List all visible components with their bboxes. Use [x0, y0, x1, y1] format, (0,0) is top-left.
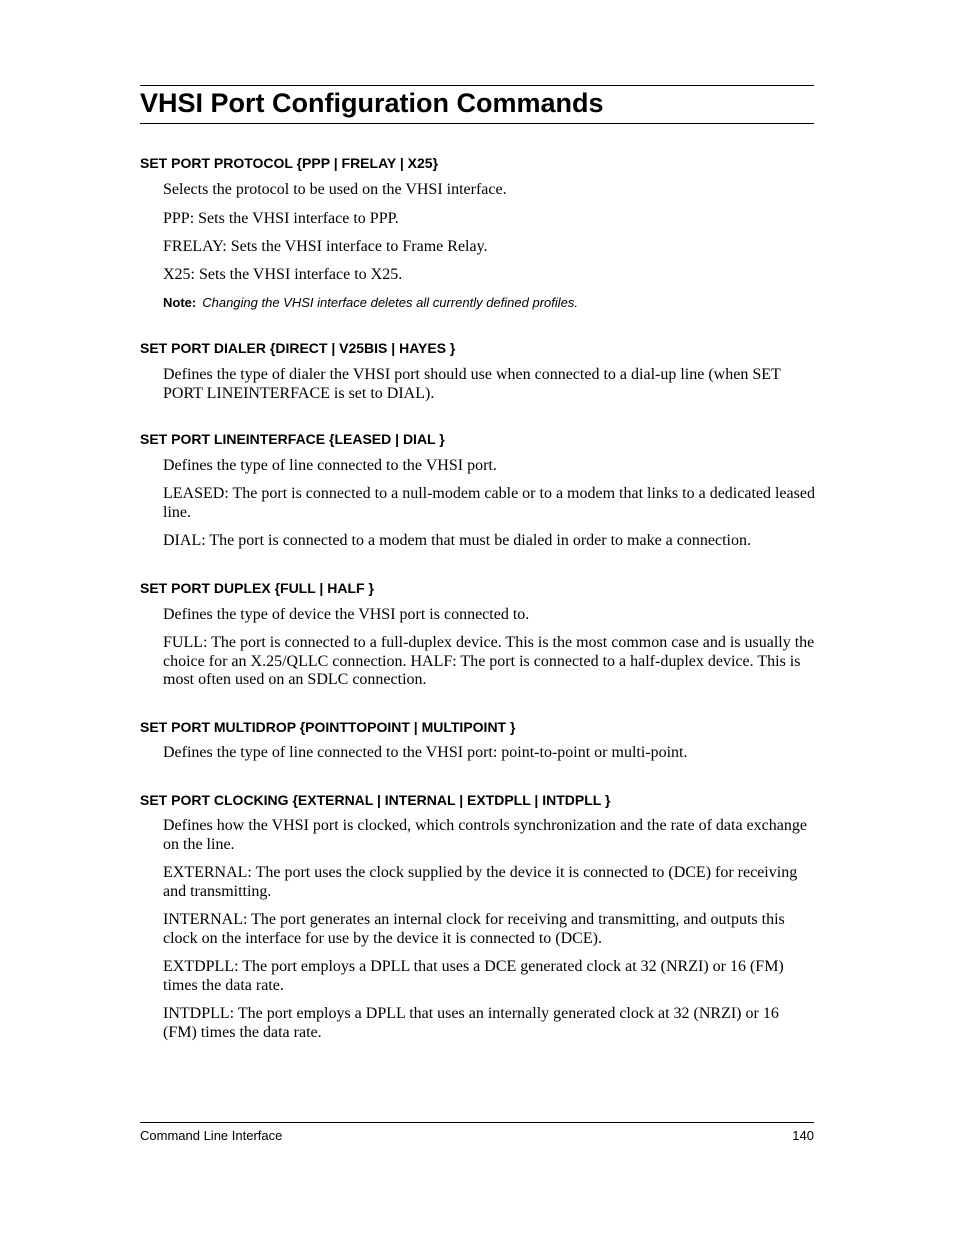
title-bottom-rule: [140, 123, 814, 124]
paragraph: FRELAY: Sets the VHSI interface to Frame Relay.: [163, 238, 488, 255]
command-heading-duplex: SET PORT DUPLEX {FULL | HALF }: [140, 580, 374, 596]
paragraph: EXTDPLL: The port employs a DPLL that uses a DCE generated clock at 32 (NRZI) or 16 (FM) times the data rate.: [163, 958, 784, 994]
paragraph: INTERNAL: The port generates an internal clock for receiving and transmitting, and outputs this clock on the interface for use by the device it is connected to (DCE).: [163, 911, 785, 947]
paragraph: Defines how the VHSI port is clocked, which controls synchronization and the rate of data exchange on the line.: [163, 817, 807, 853]
command-heading-protocol: SET PORT PROTOCOL {PPP | FRELAY | X25}: [140, 155, 439, 171]
footer-document-title: Command Line Interface: [140, 1128, 283, 1143]
paragraph: Selects the protocol to be used on the VHSI interface.: [163, 181, 507, 198]
paragraph: X25: Sets the VHSI interface to X25.: [163, 266, 403, 283]
command-heading-dialer: SET PORT DIALER {DIRECT | V25BIS | HAYES }: [140, 340, 456, 356]
command-heading-multidrop: SET PORT MULTIDROP {POINTTOPOINT | MULTIPOINT }: [140, 719, 516, 735]
command-heading-clocking: SET PORT CLOCKING {EXTERNAL | INTERNAL | EXTDPLL | INTDPLL }: [140, 792, 611, 808]
page-title: VHSI Port Configuration Commands: [140, 88, 604, 118]
paragraph: FULL: The port is connected to a full-duplex device. This is the most common case and is usually the choice for an X.25/QLLC connection. HALF: The port is connected to a half-duplex device. This is most often used on an SDLC connection.: [163, 634, 815, 688]
paragraph: Defines the type of line connected to the VHSI port.: [163, 457, 497, 474]
note-text: Changing the VHSI interface deletes all currently defined profiles.: [202, 295, 578, 310]
paragraph: Defines the type of device the VHSI port is connected to.: [163, 606, 530, 623]
paragraph: Defines the type of dialer the VHSI port should use when connected to a dial-up line (when SET PORT LINEINTERFACE is set to DIAL).: [163, 366, 781, 402]
note: [163, 295, 815, 311]
paragraph: EXTERNAL: The port uses the clock supplied by the device it is connected to (DCE) for receiving and transmitting.: [163, 864, 798, 900]
document-page: [140, 0, 814, 1235]
note-label: Note:: [163, 295, 197, 310]
paragraph: DIAL: The port is connected to a modem that must be dialed in order to make a connection.: [163, 532, 751, 549]
footer-page-number: 140: [792, 1128, 814, 1143]
footer-rule: [140, 1122, 814, 1123]
paragraph: Defines the type of line connected to the VHSI port: point-to-point or multi-point.: [163, 744, 688, 761]
paragraph: INTDPLL: The port employs a DPLL that uses an internally generated clock at 32 (NRZI) or 16 (FM) times the data rate.: [163, 1005, 779, 1041]
paragraph: PPP: Sets the VHSI interface to PPP.: [163, 210, 399, 227]
paragraph: LEASED: The port is connected to a null-modem cable or to a modem that links to a dedicated leased line.: [163, 485, 815, 521]
command-heading-lineinterface: SET PORT LINEINTERFACE {LEASED | DIAL }: [140, 431, 445, 447]
